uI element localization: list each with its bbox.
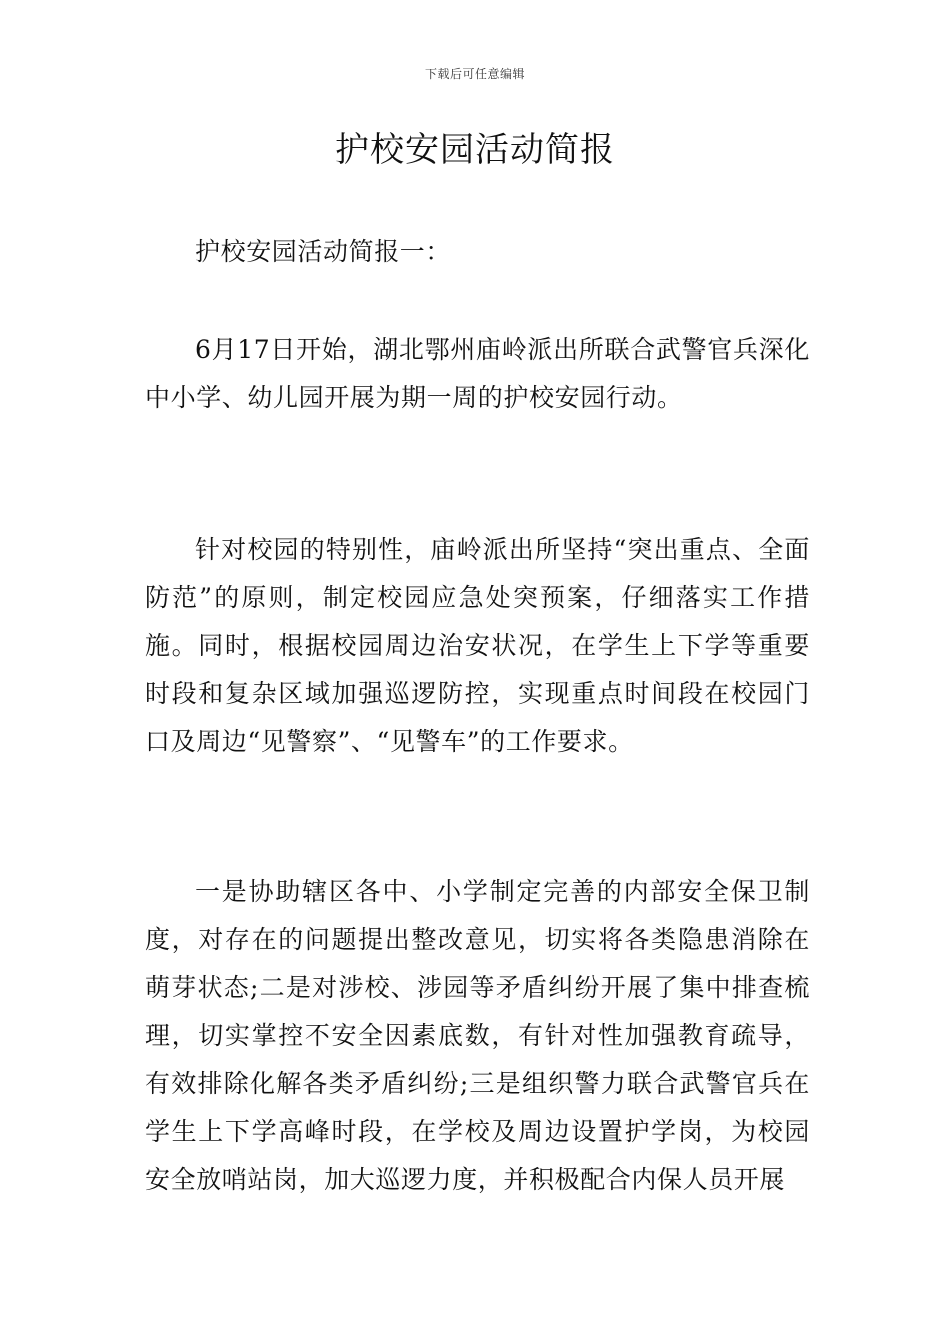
paragraph-start-date: 6月17日开始，湖北鄂州庙岭派出所联合武警官兵深化中小学、幼儿园开展为期一周的护校安园行动。	[145, 335, 810, 412]
paragraph-intro: 护校安园活动简报一：	[195, 237, 452, 266]
document-title: 护校安园活动简报	[335, 130, 615, 170]
paragraph-measures: 一是协助辖区各中、小学制定完善的内部安全保卫制度，对存在的问题提出整改意见，切实将各类隐患消除在萌芽状态;二是对涉校、涉园等矛盾纠纷开展了集中排查梳理，切实掌控不安全因素底数，有针对性加强教育疏导，有效排除化解各类矛盾纠纷;三是组织警力联合武警官兵在学生上下学高峰时段，在学校及周边设置护学岗，为校园安全放哨站岗，加大巡逻力度，并积极配合内保人员开展	[145, 877, 810, 1194]
header-note: 下载后可任意编辑	[424, 67, 525, 81]
paragraph-principles: 针对校园的特别性，庙岭派出所坚持“突出重点、全面防范”的原则，制定校园应急处突预案，仔细落实工作措施。同时，根据校园周边治安状况，在学生上下学等重要时段和复杂区域加强巡逻防控，实现重点时间段在校园门口及周边“见警察”、“见警车”的工作要求。	[145, 535, 810, 756]
